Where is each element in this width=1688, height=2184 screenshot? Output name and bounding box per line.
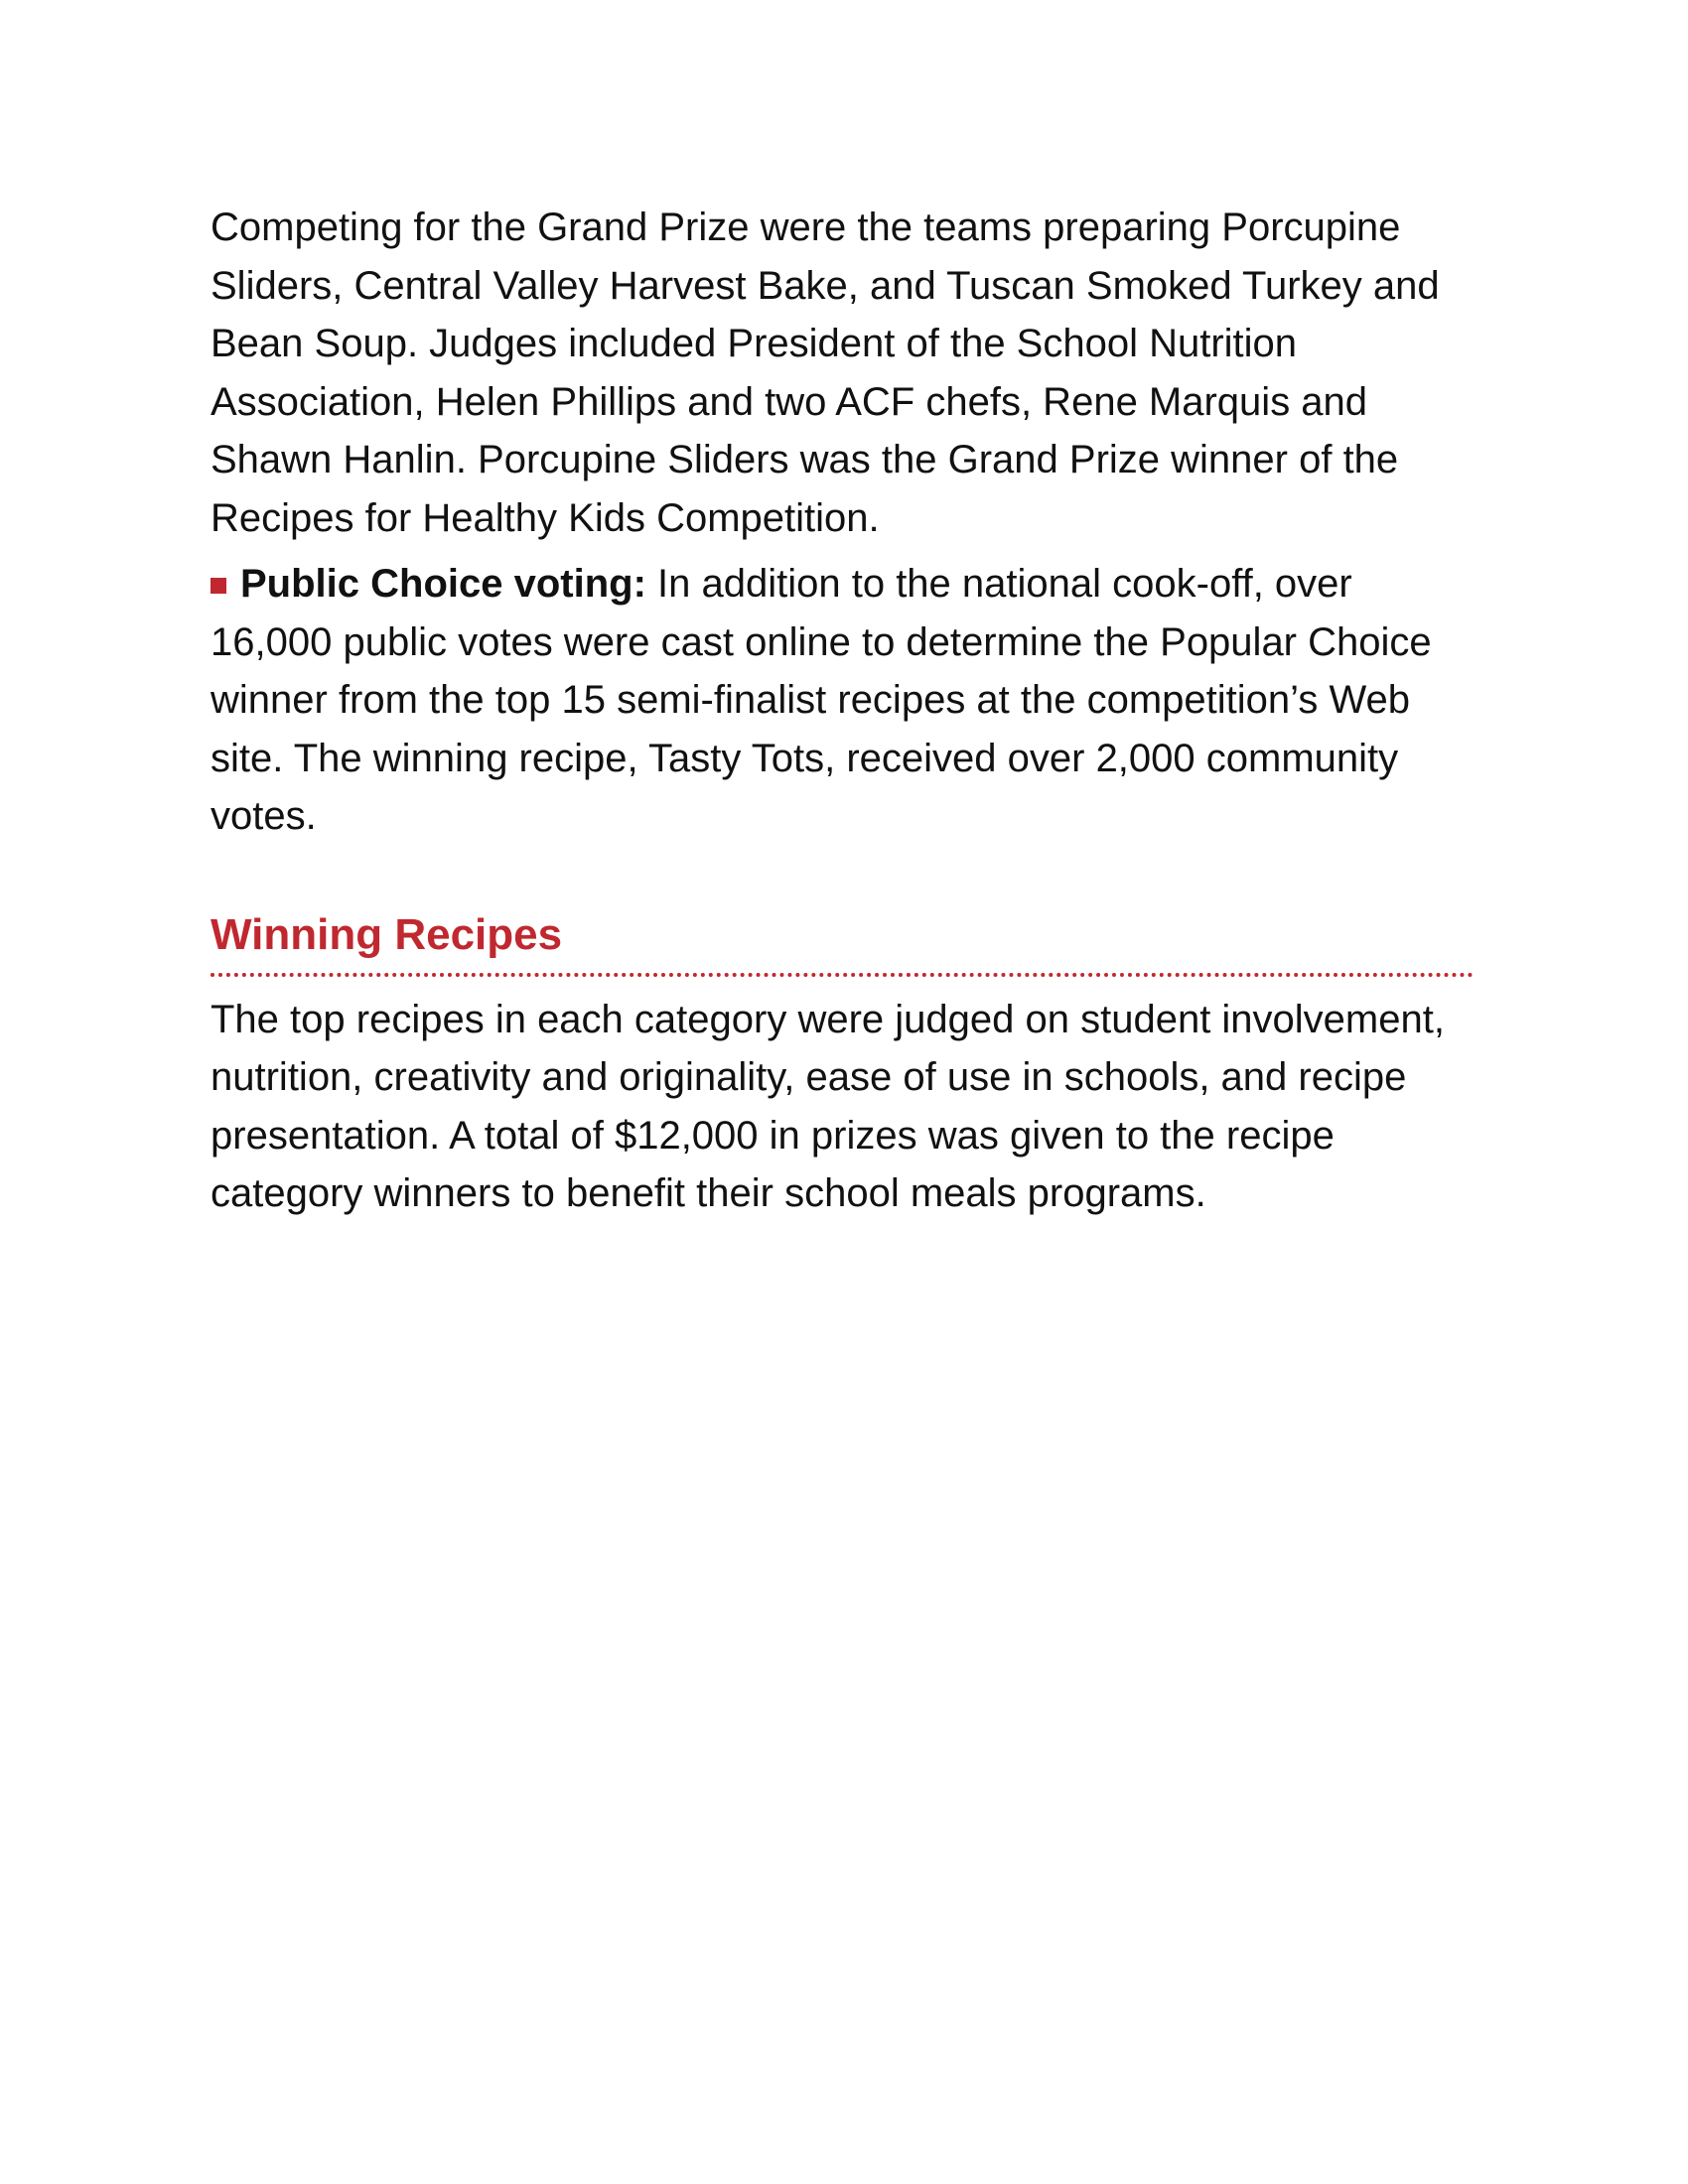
intro-paragraph: Competing for the Grand Prize were the teams preparing Porcupine Sliders, Central Valley Harvest Bake, and Tuscan Smoked Turkey and Bean Soup. Judges included President of the School Nutrition Association, Helen Phillips and two ACF chefs, Rene Marquis and Shawn Hanlin. Porcupine Sliders was the Grand Prize winner of the Recipes for Healthy Kids Competition. [211, 205, 1440, 540]
section-body-paragraph: The top recipes in each category were judged on student involvement, nutrition, creativity and originality, ease of use in schools, and recipe presentation. A total of $12,000 in prizes was given to the recipe category winners to benefit their school meals programs. [211, 997, 1445, 1215]
public-choice-bullet [211, 555, 1481, 846]
heading-divider [211, 973, 1474, 977]
bullet-lead-text: Public Choice voting: [240, 562, 646, 606]
square-bullet-icon [211, 578, 226, 594]
page-content [211, 199, 1481, 1223]
section-heading: Winning Recipes [211, 909, 563, 959]
bullet-body-text: In addition to the national cook-off, over 16,000 public votes were cast online to determine the Popular Choice winner from the top 15 semi-finalist recipes at the competition’s Web site. The winning recipe, Tasty Tots, received over 2,000 community votes. [211, 562, 1432, 838]
